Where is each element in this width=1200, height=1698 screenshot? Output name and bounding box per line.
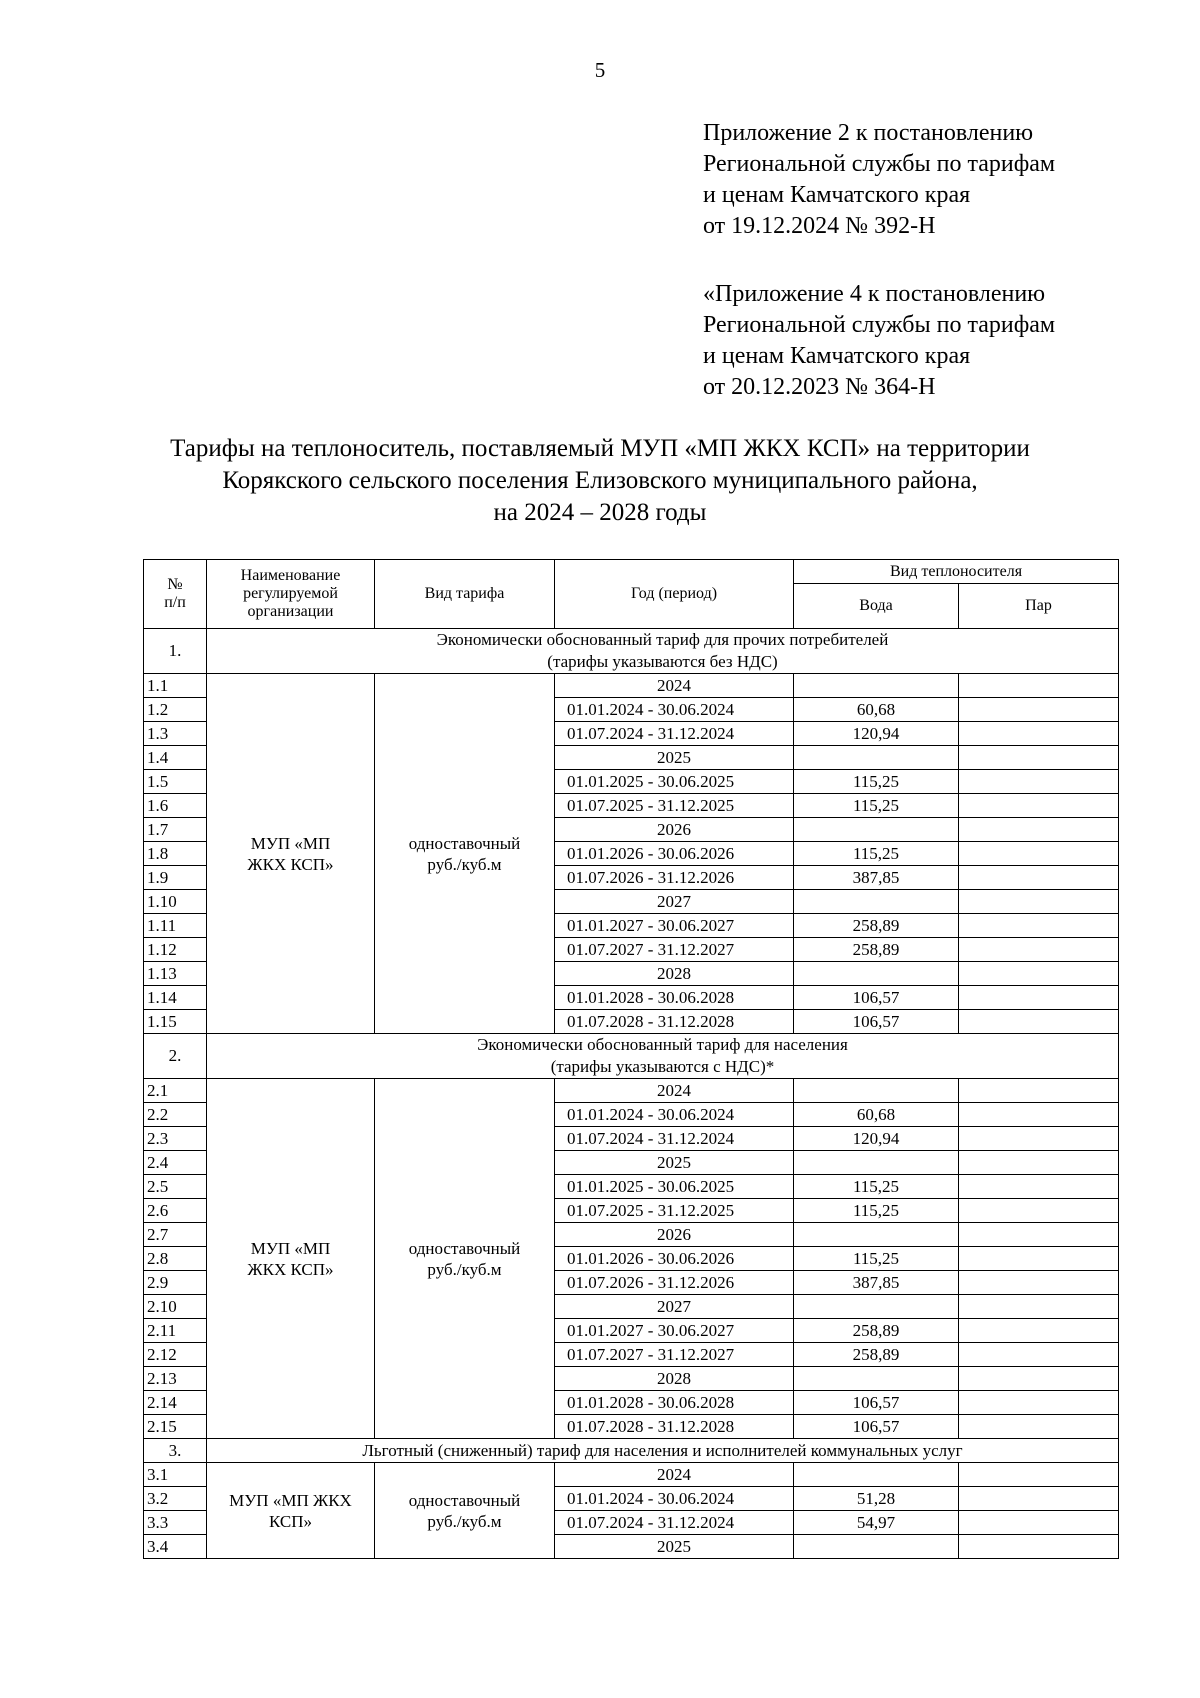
row-number: 2.11 <box>144 1319 207 1343</box>
steam-value <box>959 1463 1119 1487</box>
organization-line: ЖКХ КСП» <box>247 854 334 874</box>
table-row <box>144 674 1119 698</box>
period-cell: 2024 <box>555 674 794 698</box>
steam-value <box>959 1151 1119 1175</box>
tariff-type-line: одноставочный <box>408 833 521 853</box>
section-header-row <box>144 1034 1119 1079</box>
row-number: 1.3 <box>144 722 207 746</box>
section-title-line: Экономически обоснованный тариф для прочих потребителей <box>436 630 889 649</box>
row-number: 1.11 <box>144 914 207 938</box>
water-value: 258,89 <box>794 938 959 962</box>
period-cell: 2027 <box>555 1295 794 1319</box>
section-title-line: Экономически обоснованный тариф для населения <box>477 1035 848 1054</box>
section-header-row <box>144 629 1119 674</box>
row-number: 2.4 <box>144 1151 207 1175</box>
steam-value <box>959 1535 1119 1559</box>
header-period: Год (период) <box>555 560 794 629</box>
row-number: 1.15 <box>144 1010 207 1034</box>
water-value: 106,57 <box>794 986 959 1010</box>
section-title-line: Льготный (сниженный) тариф для населения и исполнителей коммунальных услуг <box>362 1440 963 1460</box>
section-number: 2. <box>144 1034 207 1079</box>
steam-value <box>959 1487 1119 1511</box>
row-number: 2.10 <box>144 1295 207 1319</box>
period-cell: 2025 <box>555 746 794 770</box>
steam-value <box>959 1175 1119 1199</box>
water-value: 258,89 <box>794 1319 959 1343</box>
title-line: Корякского сельского поселения Елизовского муниципального района, <box>222 467 978 494</box>
steam-value <box>959 1319 1119 1343</box>
water-value: 115,25 <box>794 770 959 794</box>
steam-value <box>959 1367 1119 1391</box>
period-cell: 01.01.2027 - 30.06.2027 <box>555 1319 794 1343</box>
row-number: 2.1 <box>144 1079 207 1103</box>
steam-value <box>959 1127 1119 1151</box>
steam-value <box>959 938 1119 962</box>
row-number: 1.12 <box>144 938 207 962</box>
steam-value <box>959 1511 1119 1535</box>
row-number: 3.4 <box>144 1535 207 1559</box>
water-value <box>794 1463 959 1487</box>
period-cell: 01.01.2025 - 30.06.2025 <box>555 770 794 794</box>
row-number: 2.12 <box>144 1343 207 1367</box>
steam-value <box>959 746 1119 770</box>
water-value: 60,68 <box>794 1103 959 1127</box>
row-number: 1.4 <box>144 746 207 770</box>
section-header-row <box>144 1439 1119 1463</box>
table-row <box>144 1079 1119 1103</box>
header-org-line: организации <box>247 603 334 620</box>
period-cell: 2026 <box>555 1223 794 1247</box>
row-number: 3.2 <box>144 1487 207 1511</box>
water-value <box>794 962 959 986</box>
period-cell: 01.07.2027 - 31.12.2027 <box>555 938 794 962</box>
period-cell: 01.01.2024 - 30.06.2024 <box>555 1487 794 1511</box>
header-org-line: Наименование <box>240 567 341 584</box>
section-number: 1. <box>144 629 207 674</box>
section-title <box>207 1439 1119 1463</box>
period-cell: 01.07.2028 - 31.12.2028 <box>555 1415 794 1439</box>
water-value: 115,25 <box>794 842 959 866</box>
period-cell: 01.01.2024 - 30.06.2024 <box>555 698 794 722</box>
section-title <box>207 629 1119 674</box>
header-water: Вода <box>794 584 959 629</box>
row-number: 2.6 <box>144 1199 207 1223</box>
organization-line: ЖКХ КСП» <box>247 1259 334 1279</box>
annex-line: Приложение 2 к постановлению <box>703 120 1034 146</box>
steam-value <box>959 1271 1119 1295</box>
water-value: 106,57 <box>794 1010 959 1034</box>
header-org-line: регулируемой <box>243 585 338 602</box>
organization-cell <box>207 674 375 1034</box>
water-value: 54,97 <box>794 1511 959 1535</box>
water-value: 258,89 <box>794 914 959 938</box>
steam-value <box>959 1295 1119 1319</box>
page-number: 5 <box>594 58 606 82</box>
organization-line: МУП «МП <box>250 833 331 853</box>
period-cell: 2024 <box>555 1463 794 1487</box>
annex-line: Региональной службы по тарифам <box>703 151 1056 177</box>
period-cell: 01.01.2027 - 30.06.2027 <box>555 914 794 938</box>
tariff-table <box>143 559 1119 1559</box>
steam-value <box>959 1103 1119 1127</box>
steam-value <box>959 770 1119 794</box>
header-num-line: п/п <box>164 594 186 611</box>
period-cell: 2028 <box>555 962 794 986</box>
row-number: 1.2 <box>144 698 207 722</box>
organization-line: КСП» <box>268 1511 313 1531</box>
row-number: 2.7 <box>144 1223 207 1247</box>
annex-line: от 20.12.2023 № 364-Н <box>703 374 936 400</box>
water-value <box>794 1079 959 1103</box>
row-number: 3.3 <box>144 1511 207 1535</box>
row-number: 2.9 <box>144 1271 207 1295</box>
water-value: 387,85 <box>794 1271 959 1295</box>
water-value: 115,25 <box>794 1247 959 1271</box>
period-cell: 01.07.2027 - 31.12.2027 <box>555 1343 794 1367</box>
row-number: 1.5 <box>144 770 207 794</box>
annex-line: и ценам Камчатского края <box>703 343 971 369</box>
period-cell: 2025 <box>555 1535 794 1559</box>
steam-value <box>959 866 1119 890</box>
row-number: 1.13 <box>144 962 207 986</box>
title-line: Тарифы на теплоноситель, поставляемый МУП «МП ЖКХ КСП» на территории <box>170 435 1030 462</box>
steam-value <box>959 842 1119 866</box>
water-value <box>794 818 959 842</box>
header-carrier: Вид теплоносителя <box>794 560 1119 584</box>
header-steam: Пар <box>959 584 1119 629</box>
section-number: 3. <box>144 1439 207 1463</box>
water-value: 387,85 <box>794 866 959 890</box>
row-number: 1.9 <box>144 866 207 890</box>
period-cell: 01.07.2025 - 31.12.2025 <box>555 1199 794 1223</box>
steam-value <box>959 1415 1119 1439</box>
annex-prior-reference <box>703 279 1173 403</box>
period-cell: 01.07.2026 - 31.12.2026 <box>555 866 794 890</box>
tariff-type-line: руб./куб.м <box>427 854 502 874</box>
header-num-line: № <box>167 576 183 593</box>
annex-line: «Приложение 4 к постановлению <box>703 281 1046 307</box>
header-organization <box>207 560 375 629</box>
tariff-type-line: руб./куб.м <box>427 1259 502 1279</box>
row-number: 1.6 <box>144 794 207 818</box>
water-value: 60,68 <box>794 698 959 722</box>
period-cell: 01.01.2026 - 30.06.2026 <box>555 1247 794 1271</box>
row-number: 1.14 <box>144 986 207 1010</box>
row-number: 3.1 <box>144 1463 207 1487</box>
water-value <box>794 1367 959 1391</box>
annex-line: Региональной службы по тарифам <box>703 312 1056 338</box>
water-value: 120,94 <box>794 1127 959 1151</box>
section-title <box>207 1034 1119 1079</box>
row-number: 1.10 <box>144 890 207 914</box>
water-value <box>794 1223 959 1247</box>
period-cell: 01.07.2024 - 31.12.2024 <box>555 1127 794 1151</box>
row-number: 1.8 <box>144 842 207 866</box>
row-number: 2.8 <box>144 1247 207 1271</box>
period-cell: 01.01.2024 - 30.06.2024 <box>555 1103 794 1127</box>
period-cell: 2027 <box>555 890 794 914</box>
period-cell: 01.01.2025 - 30.06.2025 <box>555 1175 794 1199</box>
annex-current-reference <box>703 118 1173 242</box>
row-number: 2.2 <box>144 1103 207 1127</box>
steam-value <box>959 1223 1119 1247</box>
period-cell: 01.01.2028 - 30.06.2028 <box>555 1391 794 1415</box>
water-value: 115,25 <box>794 1175 959 1199</box>
row-number: 2.5 <box>144 1175 207 1199</box>
period-cell: 2026 <box>555 818 794 842</box>
water-value <box>794 1535 959 1559</box>
water-value <box>794 674 959 698</box>
row-number: 1.1 <box>144 674 207 698</box>
header-num <box>144 560 207 629</box>
steam-value <box>959 1343 1119 1367</box>
steam-value <box>959 698 1119 722</box>
steam-value <box>959 962 1119 986</box>
tariff-type-cell <box>375 1463 555 1559</box>
water-value: 115,25 <box>794 1199 959 1223</box>
steam-value <box>959 914 1119 938</box>
steam-value <box>959 1079 1119 1103</box>
period-cell: 01.01.2028 - 30.06.2028 <box>555 986 794 1010</box>
period-cell: 2028 <box>555 1367 794 1391</box>
period-cell: 01.07.2024 - 31.12.2024 <box>555 1511 794 1535</box>
tariff-type-line: одноставочный <box>408 1238 521 1258</box>
period-cell: 01.07.2025 - 31.12.2025 <box>555 794 794 818</box>
period-cell: 2025 <box>555 1151 794 1175</box>
water-value <box>794 1295 959 1319</box>
water-value: 115,25 <box>794 794 959 818</box>
steam-value <box>959 818 1119 842</box>
section-title-line: (тарифы указываются с НДС)* <box>550 1057 775 1076</box>
row-number: 1.7 <box>144 818 207 842</box>
organization-line: МУП «МП <box>250 1238 331 1258</box>
header-tariff-type: Вид тарифа <box>375 560 555 629</box>
annex-line: и ценам Камчатского края <box>703 182 971 208</box>
tariff-table-body <box>144 629 1119 1559</box>
annex-line: от 19.12.2024 № 392-Н <box>703 213 936 239</box>
water-value: 258,89 <box>794 1343 959 1367</box>
row-number: 2.15 <box>144 1415 207 1439</box>
period-cell: 01.07.2028 - 31.12.2028 <box>555 1010 794 1034</box>
period-cell: 01.01.2026 - 30.06.2026 <box>555 842 794 866</box>
steam-value <box>959 674 1119 698</box>
water-value: 106,57 <box>794 1415 959 1439</box>
organization-cell <box>207 1463 375 1559</box>
steam-value <box>959 1010 1119 1034</box>
water-value <box>794 890 959 914</box>
period-cell: 2024 <box>555 1079 794 1103</box>
document-title <box>100 433 1100 529</box>
tariff-type-cell <box>375 1079 555 1439</box>
section-title-line: (тарифы указываются без НДС) <box>547 652 778 671</box>
steam-value <box>959 1391 1119 1415</box>
steam-value <box>959 1247 1119 1271</box>
steam-value <box>959 890 1119 914</box>
water-value <box>794 746 959 770</box>
row-number: 2.3 <box>144 1127 207 1151</box>
table-row <box>144 1463 1119 1487</box>
water-value: 106,57 <box>794 1391 959 1415</box>
row-number: 2.13 <box>144 1367 207 1391</box>
water-value: 120,94 <box>794 722 959 746</box>
steam-value <box>959 722 1119 746</box>
water-value: 51,28 <box>794 1487 959 1511</box>
organization-cell <box>207 1079 375 1439</box>
water-value <box>794 1151 959 1175</box>
tariff-type-cell <box>375 674 555 1034</box>
tariff-type-line: руб./куб.м <box>427 1511 502 1531</box>
organization-line: МУП «МП ЖКХ <box>229 1490 352 1510</box>
steam-value <box>959 794 1119 818</box>
row-number: 2.14 <box>144 1391 207 1415</box>
title-line: на 2024 – 2028 годы <box>493 499 707 526</box>
period-cell: 01.07.2024 - 31.12.2024 <box>555 722 794 746</box>
period-cell: 01.07.2026 - 31.12.2026 <box>555 1271 794 1295</box>
tariff-type-line: одноставочный <box>408 1490 521 1510</box>
steam-value <box>959 1199 1119 1223</box>
steam-value <box>959 986 1119 1010</box>
